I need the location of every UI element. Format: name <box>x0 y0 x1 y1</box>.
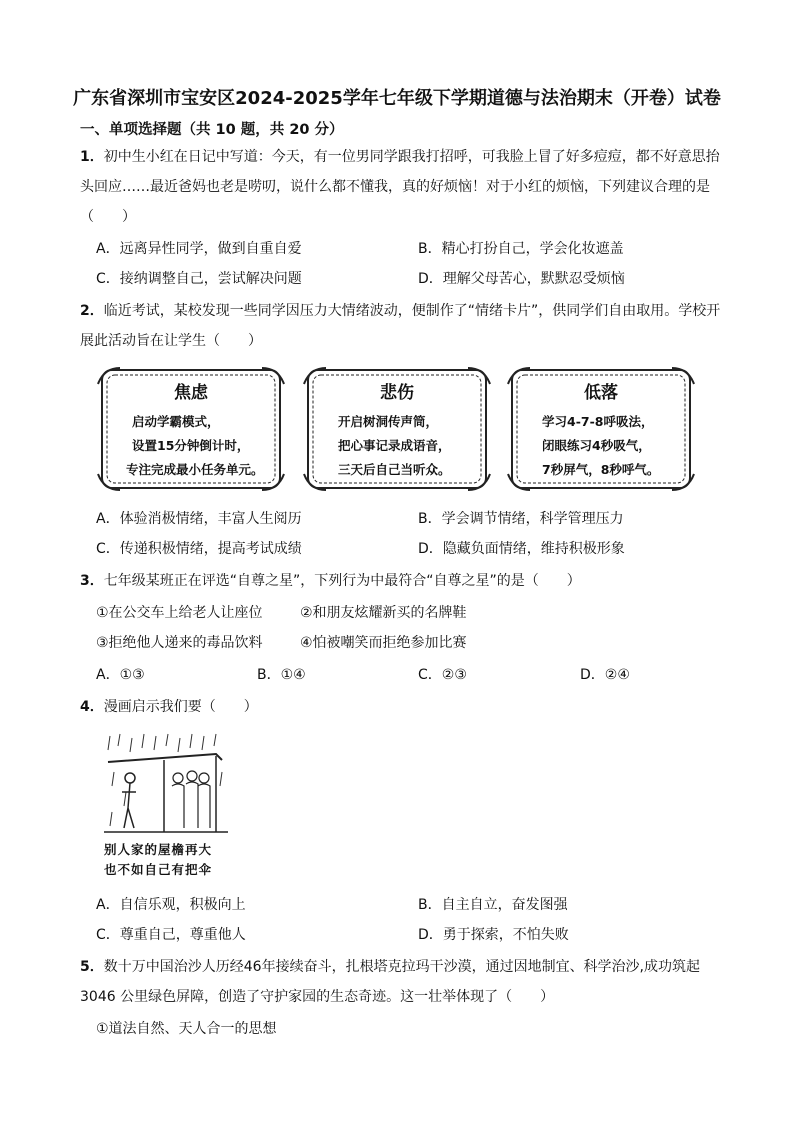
q3-option-c[interactable]: C．②③ <box>418 667 467 683</box>
q1-number: 1． <box>80 149 104 165</box>
q2-option-a[interactable]: A．体验消极情绪，丰富人生阅历 <box>96 511 302 527</box>
q3-option-a[interactable]: A．①③ <box>96 667 145 683</box>
rain-cartoon-icon <box>104 732 228 838</box>
q3-number: 3． <box>80 573 104 589</box>
card-text: 三天后自己当听众。 <box>338 462 451 477</box>
card-text: 设置15分钟倒计时， <box>132 438 250 453</box>
q4-option-b[interactable]: B．自主自立，奋发图强 <box>418 897 568 913</box>
card-text: 专注完成最小任务单元。 <box>126 462 264 477</box>
q4-option-a[interactable]: A．自信乐观，积极向上 <box>96 897 246 913</box>
card-text: 把心事记录成语音， <box>338 438 451 453</box>
q4-option-c[interactable]: C．尊重自己，尊重他人 <box>96 927 246 943</box>
q1-line-2: 头回应……最近爸妈也老是唠叨，说什么都不懂我，真的好烦恼！对于小红的烦恼，下列建议合理的是 <box>80 179 710 195</box>
q2-line-1: 2．临近考试，某校发现一些同学因压力大情绪波动，便制作了“情绪卡片”，供同学们自由取用。学校开 <box>80 303 721 319</box>
page-title: 广东省深圳市宝安区2024-2025学年七年级下学期道德与法治期末（开卷）试卷 <box>73 88 721 109</box>
q5-line-1: 5．数十万中国治沙人历经46年接续奋斗，扎根塔克拉玛干沙漠，通过因地制宜、科学治沙,成功筑起 <box>80 959 701 975</box>
q1-option-d[interactable]: D．理解父母苦心，默默忍受烦恼 <box>418 271 625 287</box>
card-title: 悲伤 <box>380 383 414 403</box>
q1-option-a[interactable]: A．远离异性同学，做到自重自爱 <box>96 241 302 257</box>
card-text: 闭眼练习4秒吸气， <box>542 438 651 453</box>
card-title: 焦虑 <box>174 383 208 403</box>
q3-line: 3．七年级某班正在评选“自尊之星”，下列行为中最符合“自尊之星”的是（ ） <box>80 573 581 589</box>
q1-option-c[interactable]: C．接纳调整自己，尝试解决问题 <box>96 271 302 287</box>
q3-item-2: ②和朋友炫耀新买的名牌鞋 <box>300 605 467 621</box>
q3-item-3: ③拒绝他人递来的毒品饮料 <box>96 635 263 651</box>
q5-number: 5． <box>80 959 104 975</box>
q4-line: 4．漫画启示我们要（ ） <box>80 699 258 715</box>
q1-line-1: 1．初中生小红在日记中写道：今天，有一位男同学跟我打招呼，可我脸上冒了好多痘痘，都不好意思抬 <box>80 149 720 165</box>
card-text: 开启树洞传声筒， <box>338 414 439 429</box>
q3-option-b[interactable]: B．①④ <box>257 667 306 683</box>
card-text: 学习4-7-8呼吸法， <box>542 414 654 429</box>
cartoon-caption-1: 别人家的屋檐再大 <box>104 842 213 857</box>
q1-line-3: （ ） <box>80 209 136 225</box>
q2-option-c[interactable]: C．传递积极情绪，提高考试成绩 <box>96 541 302 557</box>
q2-number: 2． <box>80 303 104 319</box>
q5-line-2: 3046 公里绿色屏障，创造了守护家园的生态奇迹。这一壮举体现了（ ） <box>80 989 555 1005</box>
emotion-card-sadness <box>302 364 492 494</box>
emotion-card-low-mood <box>506 364 696 494</box>
q1-option-b[interactable]: B．精心打扮自己，学会化妆遮盖 <box>418 241 624 257</box>
q4-number: 4． <box>80 699 104 715</box>
emotion-card-anxiety <box>96 364 286 494</box>
q2-option-d[interactable]: D．隐藏负面情绪，维持积极形象 <box>418 541 625 557</box>
q3-option-d[interactable]: D．②④ <box>580 667 630 683</box>
card-text: 启动学霸模式， <box>132 414 220 429</box>
q3-item-1: ①在公交车上给老人让座位 <box>96 605 263 621</box>
q2-line-2: 展此活动旨在让学生（ ） <box>80 333 262 349</box>
cartoon-caption-2: 也不如自己有把伞 <box>104 862 213 877</box>
q4-cartoon <box>104 732 228 876</box>
card-title: 低落 <box>584 383 618 403</box>
q3-item-4: ④怕被嘲笑而拒绝参加比赛 <box>300 635 467 651</box>
emotion-cards <box>96 364 696 496</box>
q4-option-d[interactable]: D．勇于探索，不怕失败 <box>418 927 569 943</box>
card-text: 7秒屏气，8秒呼气。 <box>542 462 660 477</box>
section-heading: 一、单项选择题（共 10 题，共 20 分） <box>80 122 344 138</box>
q5-item-1: ①道法自然、天人合一的思想 <box>96 1021 277 1037</box>
q2-option-b[interactable]: B．学会调节情绪，科学管理压力 <box>418 511 624 527</box>
